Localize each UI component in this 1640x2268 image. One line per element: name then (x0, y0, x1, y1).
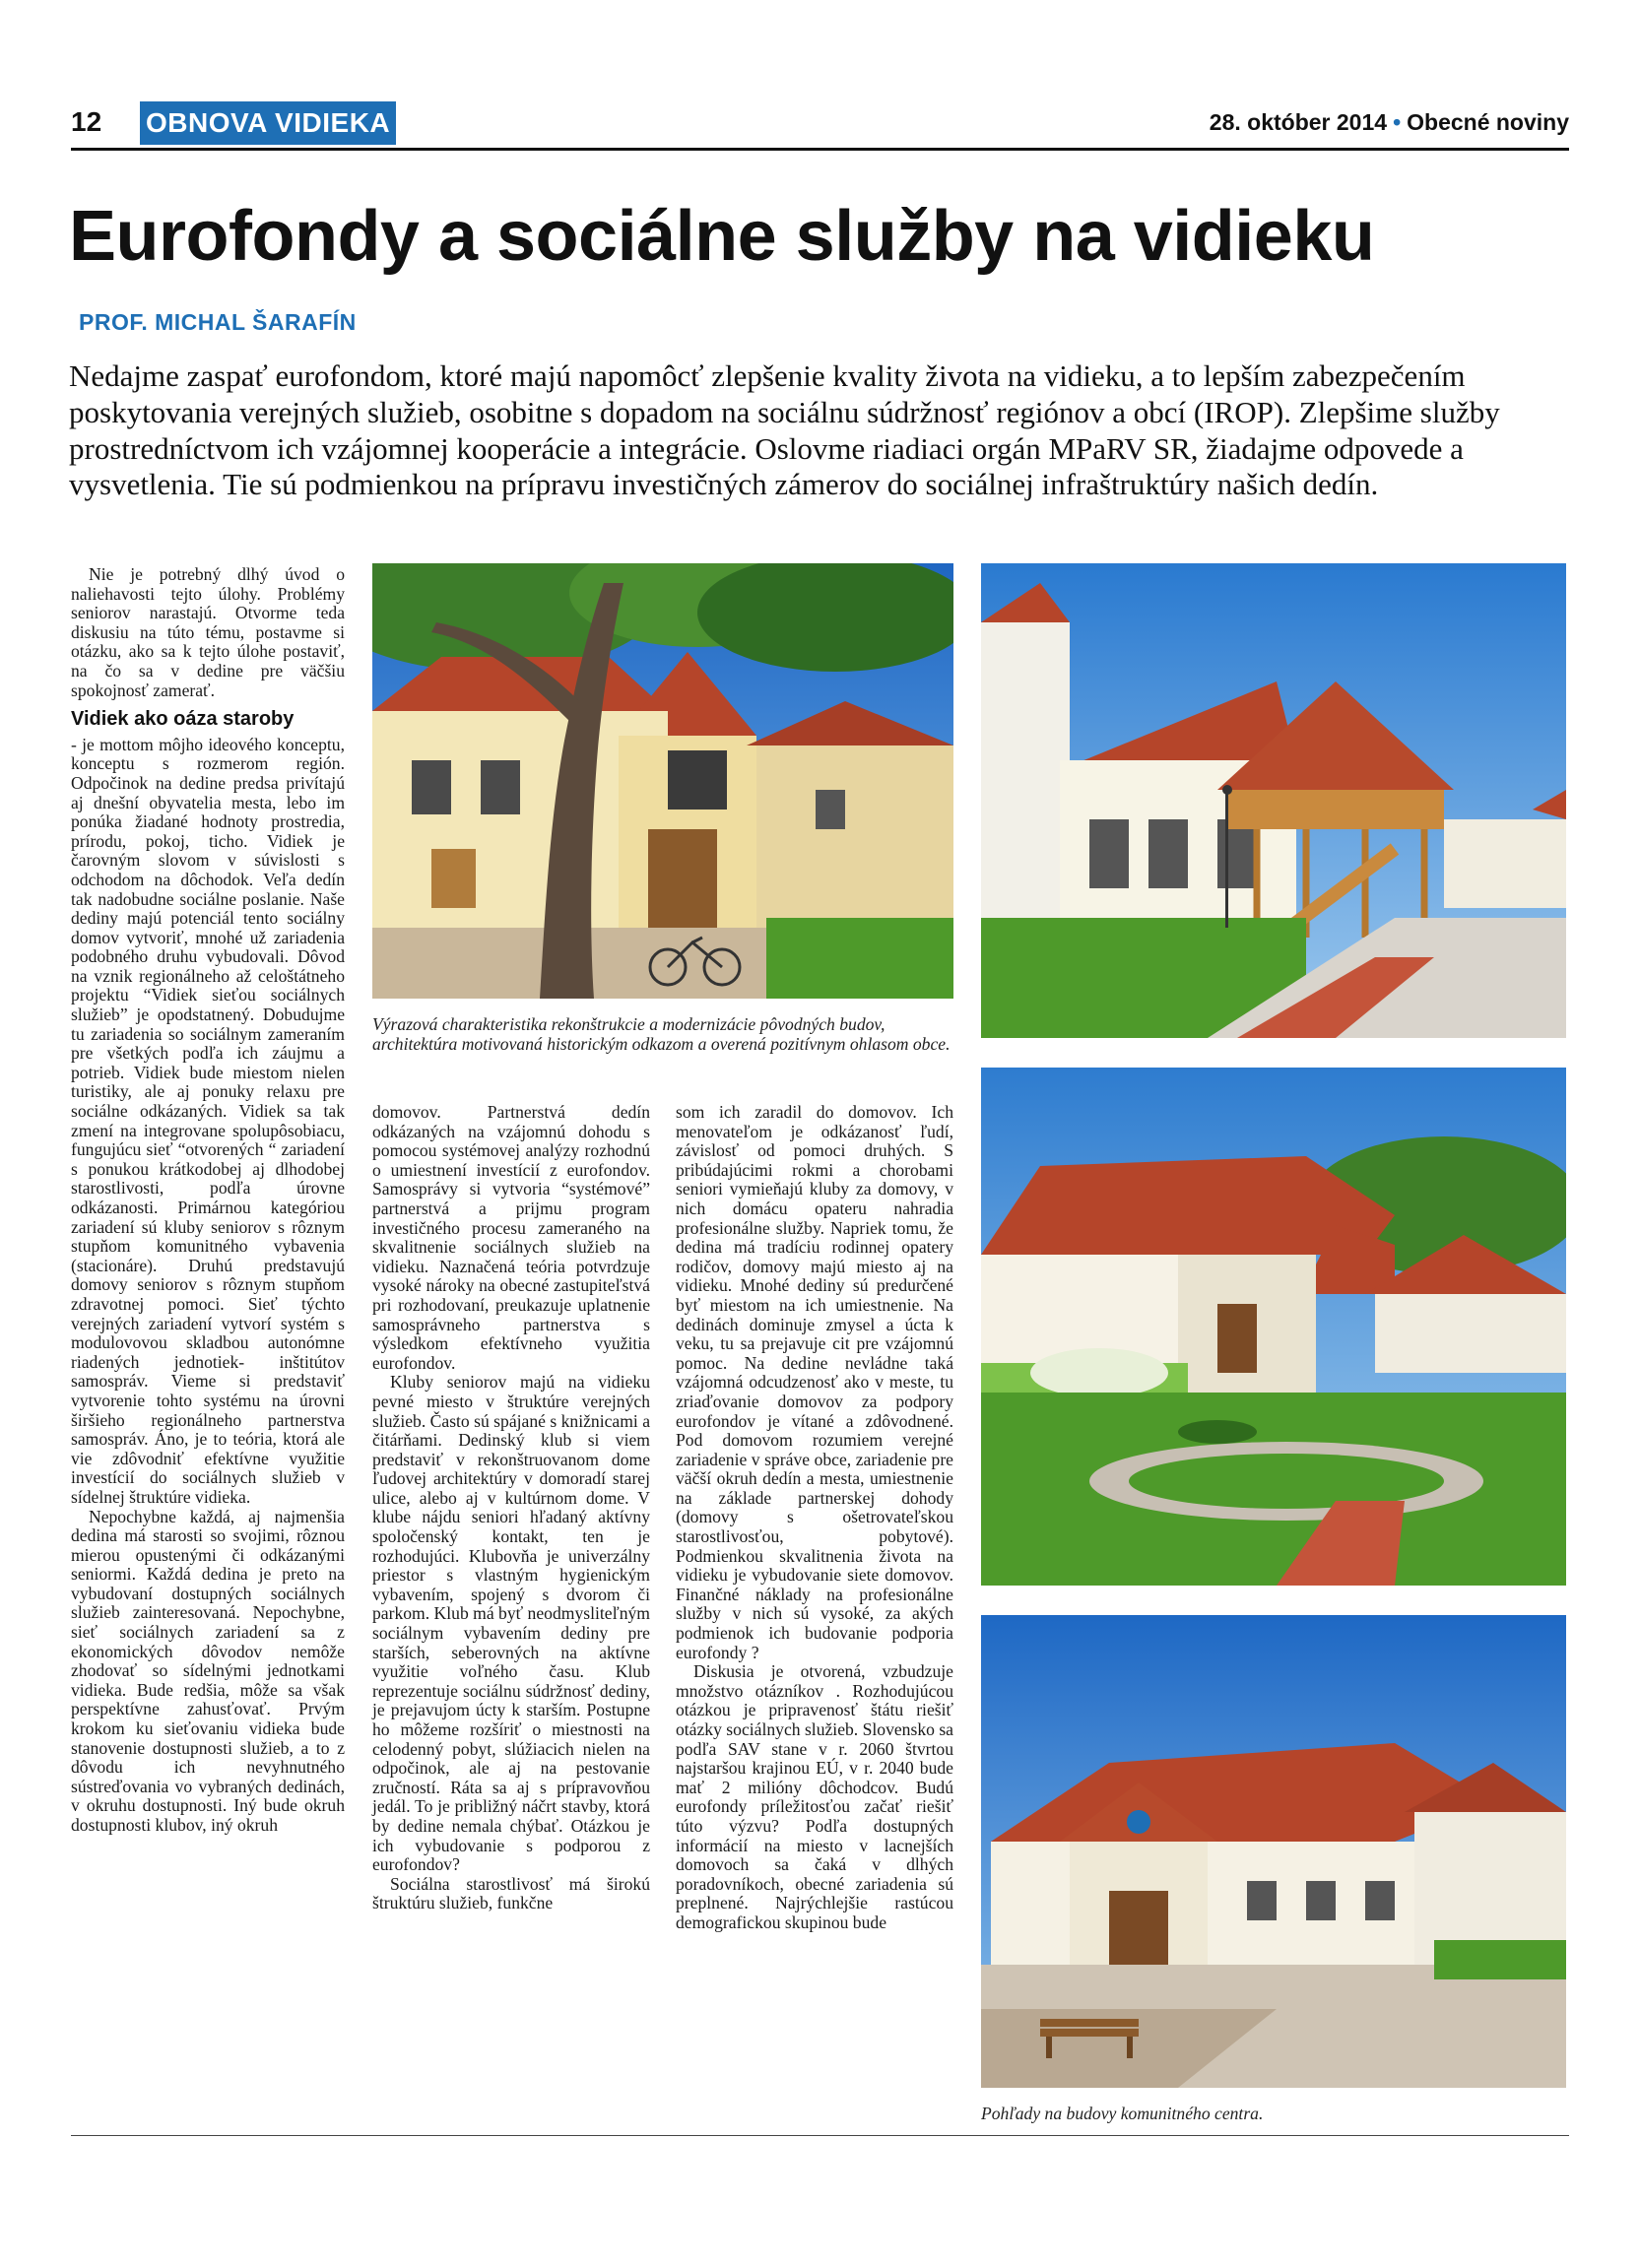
text-column-2 (372, 1103, 650, 1913)
section-label: OBNOVA VIDIEKA (140, 101, 396, 145)
subheading: Vidiek ako oáza staroby (71, 708, 295, 731)
photo-community-center-entrance (981, 1615, 1566, 2088)
paragraph: Sociálna starostlivosť má širokú štruktúru služieb, funkčne (372, 1873, 650, 1913)
paragraph: Nepochybne každá, aj najmenšia dedina má starosti so svojimi, rôznou mierou opustenými či odkázanými seniormi. Každá dedina je preto na vybudovaní dostupných sociálnych služieb zainteresovaná. Nepochybne, sieť sociálnych zariadení sa z ekonomických dôvodov nemôže zhodovať so sídelnými jednotkami vidieka. Bude redšia, môže sa však perspektívne zahusťovať. Prvým krokom ku sieťovaniu vidieka bude stanovenie dostupnosti služieb, a to z dôvodu ich nevyhnutného sústreďovania vo vybraných dedinách, v okruhu dostupnosti. Iný bude okruh dostupnosti klubov, iný okruh (71, 1506, 345, 1835)
paragraph: Diskusia je otvorená, vzbudzuje množstvo otázníkov . Rozhodujúcou otázkou je pripravenosť štátu riešiť otázky sociálnych služieb. Slovensko sa podľa SAV stane v r. 2060 štvrtou najstaršou krajinou EÚ, v r. 2040 bude mať 2 milióny dôchodcov. Budú eurofondy príležitosťou začať riešiť túto výzvu? Podľa dostupných informácií na miesto v lacnejších domovoch sa čaká v dlhých poradovníkoch, obecné zariadenia sú preplnené. Najrýchlejšie rastúcou demografickou skupinou bude (676, 1661, 953, 1932)
issue-info (1210, 109, 1569, 136)
article-title: Eurofondy a sociálne služby na vidieku (69, 197, 1375, 276)
publication-name: Obecné noviny (1407, 109, 1569, 135)
text-column-3 (676, 1103, 953, 1933)
paragraph: Nie je potrebný dlhý úvod o naliehavosti tejto úlohy. Problémy seniorov narastajú. Otvorme teda diskusiu na túto tému, postavme si otázku, ako sa k tejto úlohe postaviť, na čo sa v dedine pre väčšiu spokojnosť zamerať. (71, 564, 345, 700)
photo-community-center-courtyard (981, 1068, 1566, 1586)
page-number: 12 (71, 106, 102, 137)
header-rule (71, 148, 1569, 151)
paragraph: Kluby seniorov majú na vidieku pevné miesto v štruktúre verejných služieb. Často sú spájané s knižnicami a čitárňami. Dedinský klub si viem predstaviť v rekonštruovanom dome ľudovej architektúry v domoradí starej ulice, alebo aj v kultúrnom dome. V klube nájdu seniori hľadaný aktívny spoločenský kontakt, ten je rozhodujúci. Klubovňa je univerzálny priestor s vlastným hygienickým vybavením, spojený s dvorom či parkom. Klub má byť neodmysliteľným sociálnym vybavením dediny pre starších, seberovných na aktívne využitie voľného času. Klub reprezentuje sociálnu súdržnosť dediny, je prejavujom úcty k starším. Postupne ho môžeme rozšíriť o miestnosti na celodenný pobyt, slúžiacich nielen na odpočinok, ale aj na pestovanie zručností. Ráta sa aj s prípravovňou jedál. To je približný náčrt stavby, ktorá by dedine nemala chýbať. Otázkou je ich vybudovanie s podporou z eurofondov? (372, 1372, 650, 1875)
photo-community-center-staircase (981, 563, 1566, 1038)
article-author: PROF. MICHAL ŠARAFÍN (79, 309, 357, 335)
paragraph: - je mottom môjho ideového konceptu, konceptu s rozmerom región. Odpočinok na dedine predsa privítajú aj dnešní obyvatelia mesta, lebo im ponúka žiadané hodnoty prostredia, prírodu, pokoj, ticho. Vidiek je čarovným slovom v súvislosti s odchodom na dôchodok. Veľa dedín tak nadobudne sociálne poslanie. Naše dediny majú potenciál tento sociálny domov vytvoriť, mnohé už zariadenia podobného druhu vybudovali. Dôvod na vznik regionálneho až celoštátneho projektu “Vidiek sieťou sociálnych služieb” je opodstatnený. Dobudujme tu zariadenia so sociálnym zameraním pre všetkých podľa ich záujmu a potrieb. Vidiek bude miestom nielen turistiky, ale aj ponuky relaxu pre sociálne odkázaných. Vidiek sa tak zmení na integrovane spolupôsobiacu, fungujúcu sieť “otvorených “ zariadení s ponukou krátkodobej aj dlhodobej starostlivosti, podľa úrovne odkázanosti. Primárnou kategóriou zariadení sú kluby seniorov s rôznym stupňom komunitného vybavenia (stacionáre). Druhú predstavujú domovy seniorov s rôznym stupňom zdravotnej pomoci. Sieť týchto verejných zariadení vytvorí systém s modulovovou skladbou autonómne riadených jednotiek- inštitútov samospráv. Vieme si predstaviť vytvorenie tohto systému na úrovni širšieho regionálneho partnerstva samospráv. Áno, je to teória, ktorá ale vie zdôvodniť efektívne využitie investícií do sociálnych služieb v sídelnej štruktúre vidieka. (71, 734, 345, 1507)
paragraph: som ich zaradil do domovov. Ich menovateľom je odkázanosť ľudí, závislosť od pomoci druhých. S pribúdajúcimi rokmi a chorobami seniori vymieňajú kluby za domovy, v nich domácu opateru nahradia profesionálne služby. Napriek tomu, že dedina má tradíciu rodinnej opatery rodičov, domovy majú miesto aj na vidieku. Mnohé dediny sú predurčené byť miestom na ich umiestnenie. Na dedinách dominuje zmysel a úcta k veku, tu sa prejavuje cit pre vzájomnú pomoc. Na dedine nevládne taká vzájomná odcudzenosť ako v meste, tu zriaďovanie domovov za podpory eurofondov je vítané a zdôvodnené. Pod domovom rozumiem verejné zariadenie v správe obce, zariadenie pre väčší okruh dedín a mesta, umiestnenie na základe partnerskej dohody (domovy s ošetrovateľskou starostlivosťou, pobytové). Podmienkou skvalitnenia života na vidieku je vybudovanie siete domovov. Finančné náklady na profesionálne služby v nich sú vysoké, za akých podmienok ich budovanie podporia eurofondy ? (676, 1102, 953, 1662)
photo-caption: Pohľady na budovy komunitného centra. (981, 2104, 1264, 2123)
separator-dot: • (1393, 109, 1402, 135)
photo-renovated-house (372, 563, 953, 999)
issue-date: 28. október 2014 (1209, 109, 1388, 135)
footer-rule (71, 2135, 1569, 2136)
paragraph: domovov. Partnerstvá dedín odkázaných na vzájomnú dohodu s pomocou systémovej analýzy rozhodnú o umiestnení investícií z eurofondov. Samosprávy si vytvoria “systémové” partnerstvá a prijmu program investičného procesu zameraného na skvalitnenie sociálnych služieb na vidieku. Naznačená teória potvrdzuje vysoké nároky na obecné zastupiteľstvá pri rozhodovaní, preukazuje uplatnenie samosprávneho partnerstva s výsledkom efektívneho využitia eurofondov. (372, 1102, 650, 1373)
photo-caption: Výrazová charakteristika rekonštrukcie a modernizácie pôvodných budov, architektúra motivovaná historickým odkazom a overená pozitívnym ohlasom obce. (372, 1014, 951, 1054)
text-column-1 (71, 565, 345, 1836)
article-lead: Nedajme zaspať eurofondom, ktoré majú napomôcť zlepšenie kvality života na vidieku, a to lepším zabezpečením poskytovania verejných služieb, osobitne s dopadom na sociálnu súdržnosť regiónov a obcí (IROP). Zlepšime služby prostredníctvom ich vzájomnej kooperácie a integrácie. Oslovme riadiaci orgán MPaRV SR, žiadajme odpovede a vysvetlenia. Tie sú podmienkou na prípravu investičných zámerov do sociálnej infraštruktúry našich dedín. (69, 358, 1500, 502)
